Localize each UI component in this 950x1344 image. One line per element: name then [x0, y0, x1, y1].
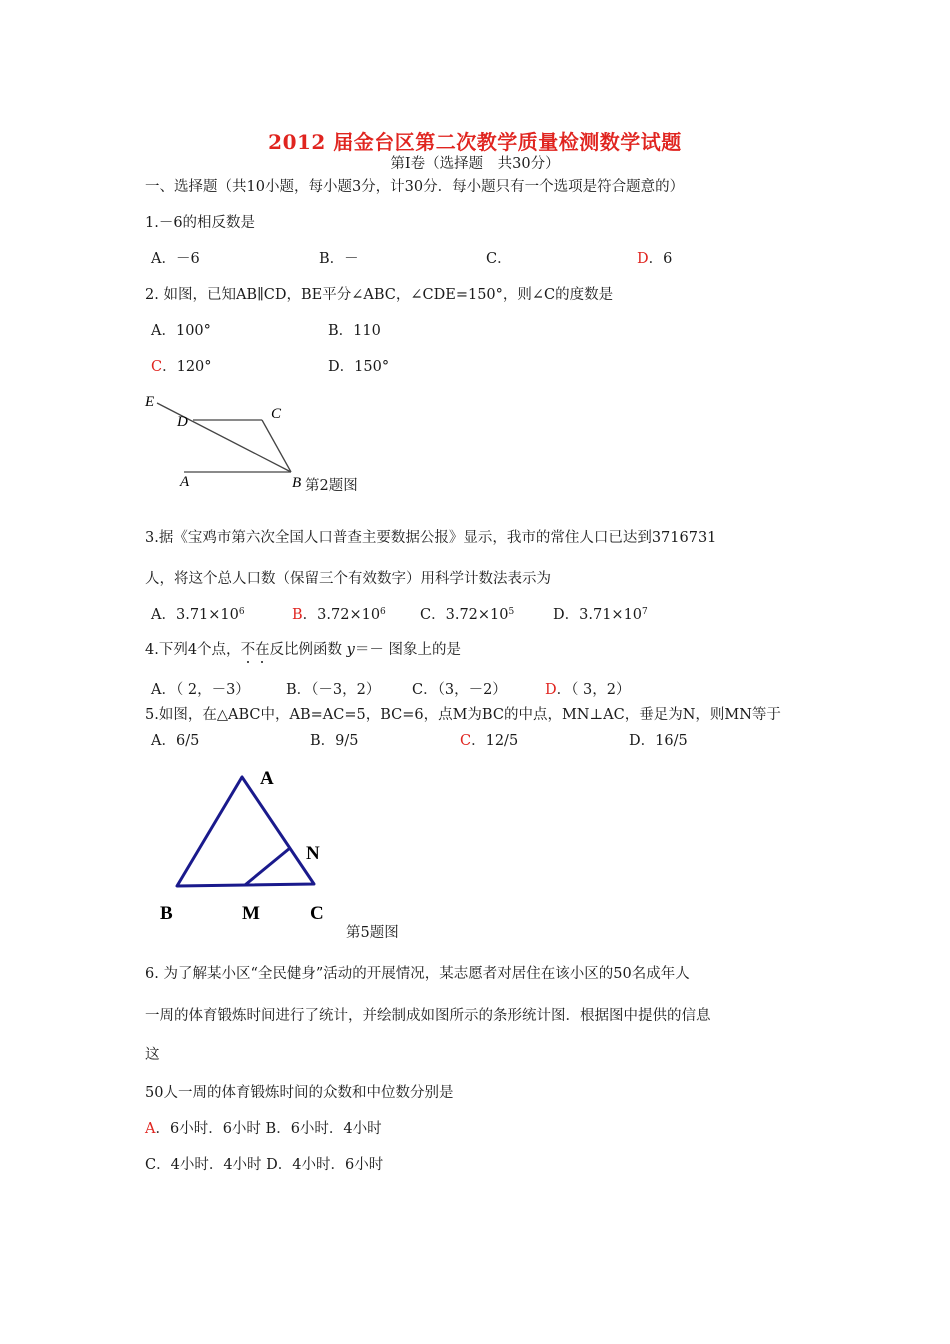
answer-mark: D: [545, 682, 557, 698]
answer-mark: B: [292, 607, 303, 623]
answer-mark: A: [145, 1121, 156, 1137]
label-c: C: [271, 406, 282, 422]
q2-option-a: A．100°: [151, 323, 211, 339]
section-instructions: 一、选择题（共10小题，每小题3分，计30分．每小题只有一个选项是符合题意的）: [145, 179, 685, 195]
q4-option-c: C．（3，－2）: [412, 682, 507, 698]
q6-line1: 6. 为了解某小区“全民健身”活动的开展情况，某志愿者对居住在该小区的50名成年人: [145, 966, 690, 982]
q1-option-c: C．: [486, 251, 512, 267]
q6-line2: 一周的体育锻炼时间进行了统计，并绘制成如图所示的条形统计图．根据图中提供的信息: [145, 1008, 711, 1024]
q2-figure-caption: 第2题图: [305, 478, 358, 494]
label-d: D: [177, 414, 188, 430]
q3-option-b: B．$3.72\times 10^6$: [292, 607, 386, 623]
section-subtitle: 第Ⅰ卷（选择题 共30分）: [390, 156, 560, 172]
q3-stem-line1: 3.据《宝鸡市第六次全国人口普查主要数据公报》显示，我市的常住人口已达到3716731: [145, 530, 717, 546]
q2-stem: 2. 如图，已知AB∥CD，BE平分∠ABC，∠CDE=150°，则∠C的度数是: [145, 287, 614, 303]
q5-stem: 5.如图，在△ABC中，AB=AC=5，BC=6，点M为BC的中点，MN⊥AC，垂足为N，则MN等于: [145, 707, 781, 723]
answer-mark: C: [460, 733, 472, 749]
q5-figure-caption: 第5题图: [346, 925, 399, 941]
q1-option-a: A．－6: [151, 251, 200, 267]
q5-option-b: B．9/5: [310, 733, 359, 749]
q4-option-d: D．（ 3，2）: [545, 682, 631, 698]
q5-option-d: D．16/5: [629, 733, 688, 749]
label-n: N: [306, 843, 320, 864]
q4-stem: 4.下列4个点，不在反比例函数 y＝－ 图象上的是: [145, 642, 461, 658]
label-m: M: [242, 903, 260, 924]
q5-option-c: C．12/5: [460, 733, 519, 749]
label-b: B: [160, 903, 173, 924]
q4-option-a: A．（ 2，－3）: [151, 682, 250, 698]
q1-option-d: D．6: [637, 251, 673, 267]
emphasis-dot-char: 在: [255, 642, 270, 658]
q6-options-ab: A．6小时．6小时 B．6小时．4小时: [145, 1121, 382, 1137]
answer-mark: C: [151, 359, 163, 375]
answer-mark: D: [637, 251, 649, 267]
page-title: 2012 届金台区第二次教学质量检测数学试题: [268, 130, 682, 154]
q6-line3: 这: [145, 1047, 160, 1063]
q1-option-b: B．－: [319, 251, 359, 267]
label-a: A: [180, 474, 190, 490]
label-a: A: [260, 768, 274, 789]
q5-option-a: A．6/5: [151, 733, 200, 749]
emphasis-dot-char: 不: [240, 642, 256, 658]
q6-options-cd: C．4小时．4小时 D．4小时．6小时: [145, 1157, 384, 1173]
triangle-abc: [177, 777, 314, 886]
label-c: C: [310, 903, 324, 924]
q2-option-c: C．120°: [151, 359, 212, 375]
q3-option-c: C．$3.72\times 10^5$: [420, 607, 515, 623]
q1-stem: 1.－6的相反数是: [145, 215, 256, 231]
segment-mn: [245, 848, 290, 885]
q5-figure: [150, 762, 350, 932]
label-e: E: [145, 394, 155, 410]
q2-option-b: B．110: [328, 323, 381, 339]
q3-stem-line2: 人，将这个总人口数（保留三个有效数字）用科学计数法表示为: [145, 571, 551, 587]
q6-line4: 50人一周的体育锻炼时间的众数和中位数分别是: [145, 1085, 454, 1101]
q3-option-a: A．$3.71\times 10^6$: [151, 607, 245, 623]
label-b: B: [292, 475, 302, 491]
q3-option-d: D．$3.71\times 10^7$: [553, 607, 648, 623]
q2-option-d: D．150°: [328, 359, 390, 375]
q4-option-b: B．（－3，2）: [286, 682, 381, 698]
